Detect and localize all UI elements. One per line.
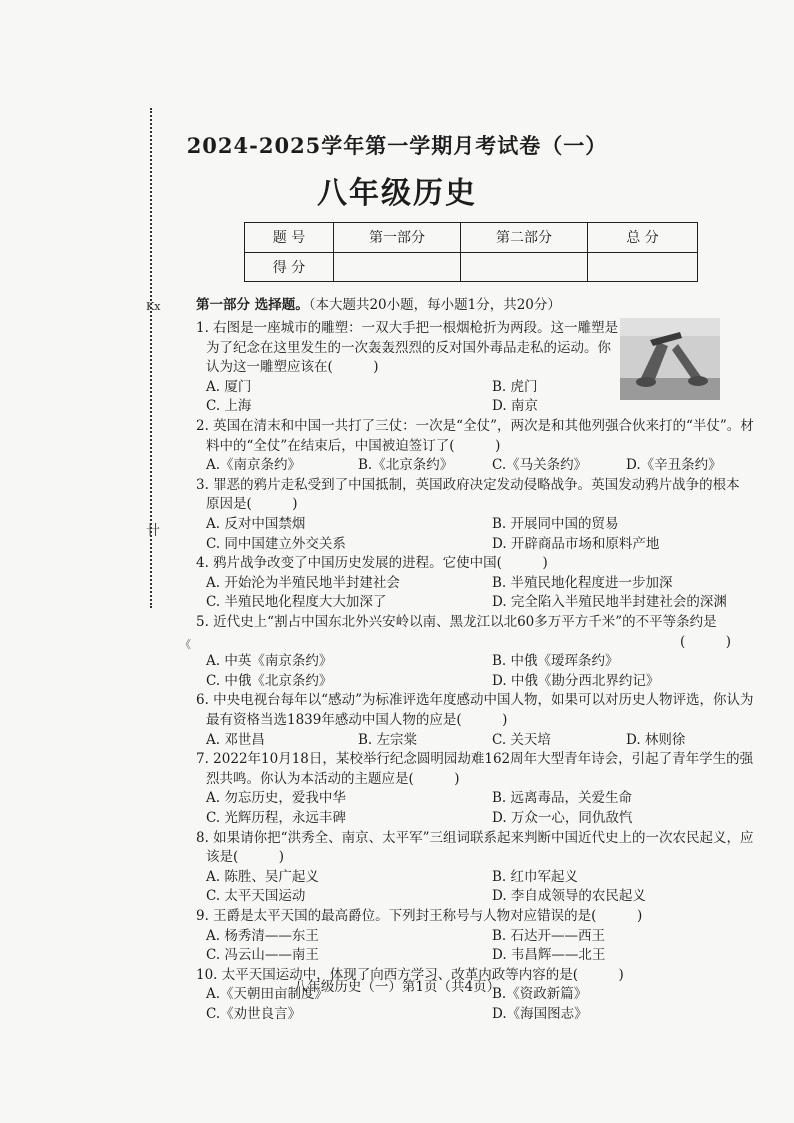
- option: C. 太平天国运动: [206, 888, 306, 904]
- score-header-cell: 题 号: [245, 223, 334, 253]
- score-row-label: 得 分: [245, 252, 334, 282]
- part-title: 第一部分 选择题。: [196, 297, 309, 313]
- score-blank-cell[interactable]: [334, 252, 461, 282]
- option: C. 冯云山——南王: [206, 947, 319, 963]
- option: B. 虎门: [492, 379, 538, 395]
- option: A.《南京条约》: [206, 457, 302, 473]
- question-stem-line: 8. 如果请你把“洪秀全、南京、太平军”三组词联系起来判断中国近代史上的一次农民起义，应: [196, 830, 754, 846]
- question-stem-line: 2. 英国在清末和中国一共打了三仗：一次是“全仗”，两次是和其他列强合伙来打的“半仗”。材: [196, 418, 754, 434]
- score-blank-cell[interactable]: [461, 252, 588, 282]
- margin-mark: 卄: [146, 523, 160, 539]
- question-stem-line: 9. 王爵是太平天国的最高爵位。下列封王称号与人物对应错误的是( ): [196, 908, 643, 924]
- option: B.《资政新篇》: [492, 986, 588, 1002]
- option: A. 反对中国禁烟: [206, 516, 306, 532]
- score-header-cell: 总 分: [588, 223, 698, 253]
- subject-title: 八年级历史: [317, 176, 477, 211]
- question-stem-line: 料中的“全仗”在结束后，中国被迫签订了( ): [206, 438, 501, 454]
- exam-title: 2024-2025学年第一学期月考试卷（一）: [186, 133, 608, 158]
- option: A. 邓世昌: [206, 732, 265, 748]
- page-footer: 八年级历史（一）第1页（共4页）: [293, 979, 501, 995]
- question-stem-line: 认为这一雕塑应该在( ): [206, 359, 379, 375]
- option: D. 林则徐: [626, 732, 686, 748]
- option: D. 开辟商品市场和原料产地: [492, 536, 660, 552]
- option: B. 左宗棠: [358, 732, 418, 748]
- question-stem-line: 原因是( ): [206, 496, 298, 512]
- score-header-cell: 第一部分: [334, 223, 461, 253]
- option: D.《海国图志》: [492, 1006, 588, 1022]
- question-stem-line: 10. 太平天国运动中，体现了向西方学习、改革内政等内容的是( ): [196, 967, 624, 983]
- question-stem-line: 5. 近代史上“割占中国东北外兴安岭以南、黑龙江以北60多万平方千米”的不平等条约是: [196, 614, 717, 630]
- score-table: [244, 222, 698, 282]
- option: B. 半殖民地化程度进一步加深: [492, 575, 673, 591]
- margin-mark: 《: [180, 638, 191, 651]
- question-stem-line: 最有资格当选1839年感动中国人物的应是( ): [206, 712, 508, 728]
- option: D. 中俄《勘分西北界约记》: [492, 673, 660, 689]
- part-heading: [196, 293, 561, 313]
- question-stem-line: 3. 罪恶的鸦片走私受到了中国抵制，英国政府决定发动侵略战争。英国发动鸦片战争的根本: [196, 477, 740, 493]
- question-stem-line: 该是( ): [206, 849, 285, 865]
- option: B.《北京条约》: [358, 457, 454, 473]
- option: A.《天朝田亩制度》: [206, 986, 329, 1002]
- option: A. 勿忘历史，爱我中华: [206, 790, 346, 806]
- score-blank-cell[interactable]: [588, 252, 698, 282]
- option: A. 陈胜、吴广起义: [206, 869, 319, 885]
- option: B. 远离毒品，关爱生命: [492, 790, 633, 806]
- option: B. 红巾军起义: [492, 869, 579, 885]
- option: D. 完全陷入半殖民地半封建社会的深渊: [492, 594, 727, 610]
- sculpture-photo: [620, 318, 720, 400]
- option: D. 韦昌辉——北王: [492, 947, 606, 963]
- question-stem-line: 烈共鸣。你认为本活动的主题应是( ): [206, 771, 460, 787]
- question-stem-line: 为了纪念在这里发生的一次轰轰烈烈的反对国外毒品走私的运动。你: [206, 340, 611, 356]
- score-header-cell: 第二部分: [461, 223, 588, 253]
- option: D. 李自成领导的农民起义: [492, 888, 646, 904]
- option: C. 上海: [206, 398, 252, 414]
- option: A. 开始沦为半殖民地半封建社会: [206, 575, 400, 591]
- question-stem-line: ( ): [680, 634, 732, 650]
- option: D.《辛丑条约》: [626, 457, 722, 473]
- question-stem-line: 6. 中央电视台每年以“感动”为标准评选年度感动中国人物，如果可以对历史人物评选，你认为: [196, 692, 754, 708]
- option: B. 开展同中国的贸易: [492, 516, 619, 532]
- option: A. 中英《南京条约》: [206, 653, 333, 669]
- question-stem-line: 7. 2022年10月18日，某校举行纪念圆明园劫难162周年大型青年诗会，引起了青年学生的强: [196, 751, 754, 767]
- option: C. 同中国建立外交关系: [206, 536, 346, 552]
- question-stem-line: 4. 鸦片战争改变了中国历史发展的进程。它使中国( ): [196, 555, 548, 571]
- option: C.《马关条约》: [492, 457, 588, 473]
- option: D. 南京: [492, 398, 538, 414]
- margin-mark: Kx: [146, 300, 161, 313]
- option: C. 中俄《北京条约》: [206, 673, 333, 689]
- part-note: （本大题共20小题，每小题1分，共20分）: [308, 297, 561, 313]
- option: C. 光辉历程，永远丰碑: [206, 810, 346, 826]
- option: C.《劝世良言》: [206, 1006, 302, 1022]
- question-stem-line: 1. 右图是一座城市的雕塑：一双大手把一根烟枪折为两段。这一雕塑是: [196, 320, 619, 336]
- option: A. 厦门: [206, 379, 252, 395]
- option: C. 关天培: [492, 732, 551, 748]
- option: D. 万众一心，同仇敌忾: [492, 810, 633, 826]
- option: C. 半殖民地化程度大大加深了: [206, 594, 387, 610]
- option: B. 中俄《瑷珲条约》: [492, 653, 619, 669]
- option: A. 杨秀清——东王: [206, 928, 319, 944]
- option: B. 石达开——西王: [492, 928, 606, 944]
